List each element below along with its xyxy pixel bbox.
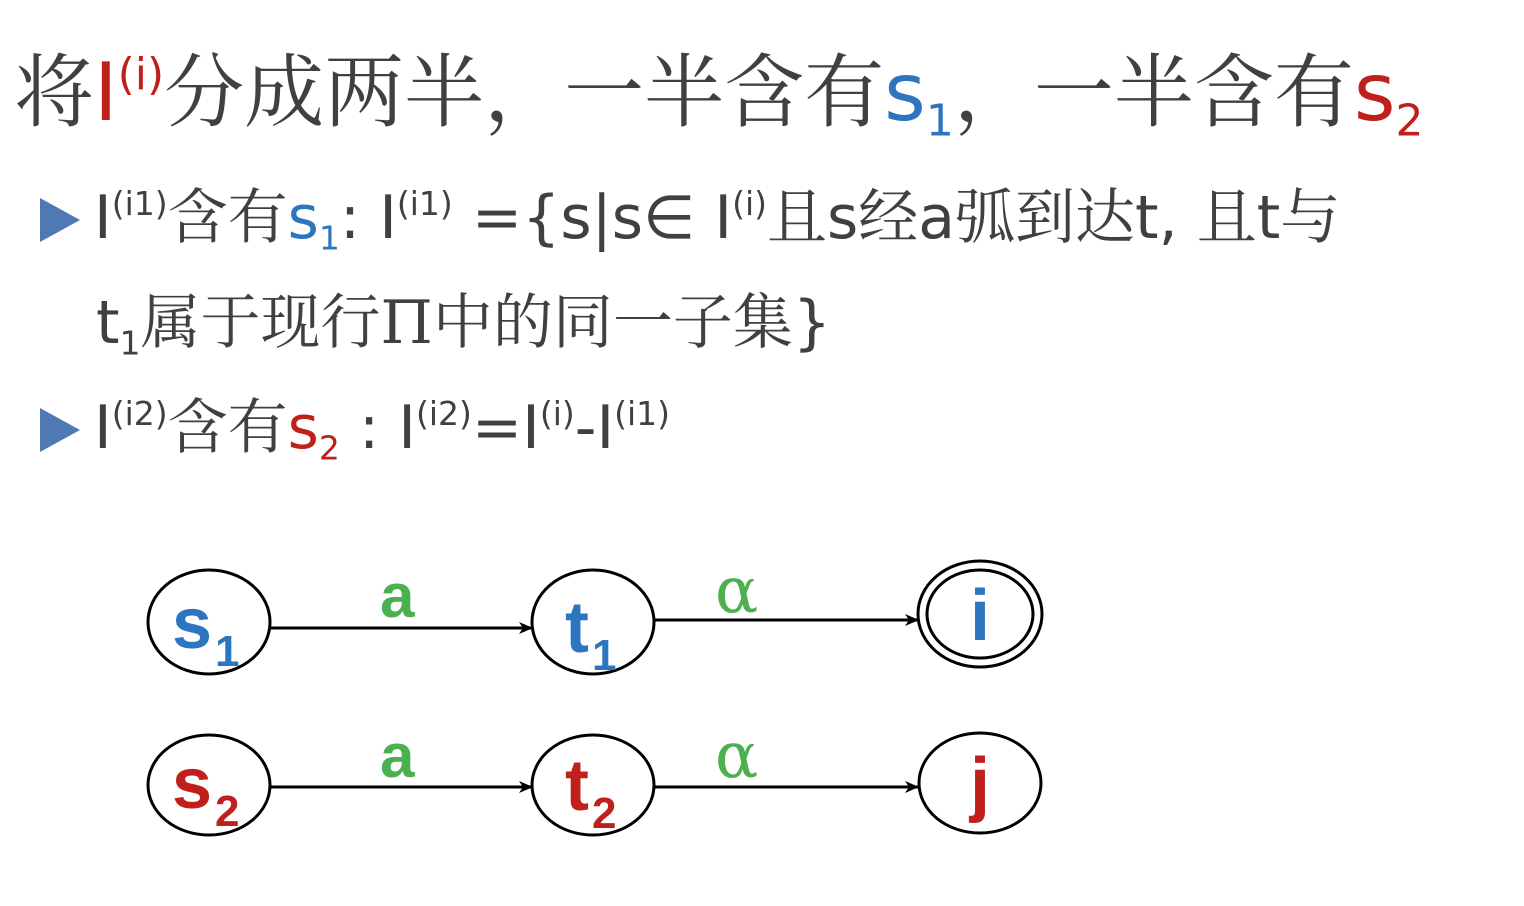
- b1-line2-pi: Π: [380, 288, 433, 358]
- b1-set: I: [94, 183, 112, 253]
- b1-line2-rest2: 中的同一子集}: [432, 288, 832, 358]
- b1-def-sup: (i1): [396, 183, 453, 223]
- b1-line2-rest1: 属于现行: [140, 288, 381, 358]
- b2-set: I: [94, 393, 112, 463]
- b2-s-sub: 2: [318, 428, 340, 468]
- b1-colon: :: [339, 183, 380, 253]
- diagram-row-1: [148, 554, 1042, 680]
- state-s1-label: s: [172, 584, 213, 664]
- title-part1: 将: [14, 46, 94, 139]
- b1-def-rest: 且s经a弧到达t, 且t与: [767, 183, 1341, 253]
- title-set-name: I: [94, 46, 118, 139]
- title-part2: 分成两半，一半含有: [164, 46, 885, 139]
- title-sep: ，: [953, 46, 1034, 139]
- title-s1-sub: 1: [925, 95, 954, 147]
- title-s1: s: [884, 46, 926, 139]
- b1-def-set: I: [379, 183, 397, 253]
- state-t2-sub: 2: [592, 789, 617, 838]
- b1-s-sub: 1: [318, 218, 340, 258]
- title-s2: s: [1353, 46, 1396, 139]
- state-t2-label: t: [565, 746, 589, 826]
- state-j-label: j: [969, 744, 991, 824]
- b1-def-sup2: (i): [732, 183, 768, 223]
- title-set-sup: (i): [117, 49, 165, 101]
- b2-contains: 含有: [167, 393, 288, 463]
- title-part3: 一半含有: [1033, 46, 1354, 139]
- b1-line2-sub: 1: [119, 323, 141, 363]
- b2-eq-op: =: [471, 393, 523, 463]
- b2-s: s: [287, 393, 319, 463]
- b2-eq-set2: I: [522, 393, 540, 463]
- b1-s: s: [287, 183, 319, 253]
- diagram-row-2: [148, 719, 1041, 838]
- state-s1-sub: 1: [215, 627, 240, 676]
- b1-contains: 含有: [167, 183, 288, 253]
- b1-def-eq: ={s|s∈ I: [452, 183, 733, 253]
- edge-s2-t2-label: a: [380, 722, 415, 791]
- state-i-label: i: [969, 576, 991, 656]
- b2-eq-sup3: (i1): [614, 393, 671, 433]
- title-s2-sub: 2: [1395, 95, 1424, 147]
- edge-t2-j-label: α: [715, 719, 759, 793]
- state-t1-sub: 1: [592, 631, 617, 680]
- edge-s1-t1-label: a: [380, 562, 415, 631]
- state-s2-sub: 2: [215, 787, 240, 836]
- b1-line2-t: t: [96, 288, 120, 358]
- b2-colon: :: [339, 393, 399, 463]
- b2-sup: (i2): [111, 393, 168, 433]
- b2-eq-sup2: (i): [539, 393, 575, 433]
- edge-t1-i-label: α: [715, 554, 759, 628]
- b2-eq-sup1: (i2): [415, 393, 472, 433]
- b2-eq-minus: -: [574, 393, 597, 463]
- b2-eq-set1: I: [398, 393, 416, 463]
- b2-eq-set3: I: [596, 393, 615, 463]
- state-s2-label: s: [172, 744, 213, 824]
- b1-sup: (i1): [111, 183, 168, 223]
- state-t1-label: t: [565, 588, 589, 668]
